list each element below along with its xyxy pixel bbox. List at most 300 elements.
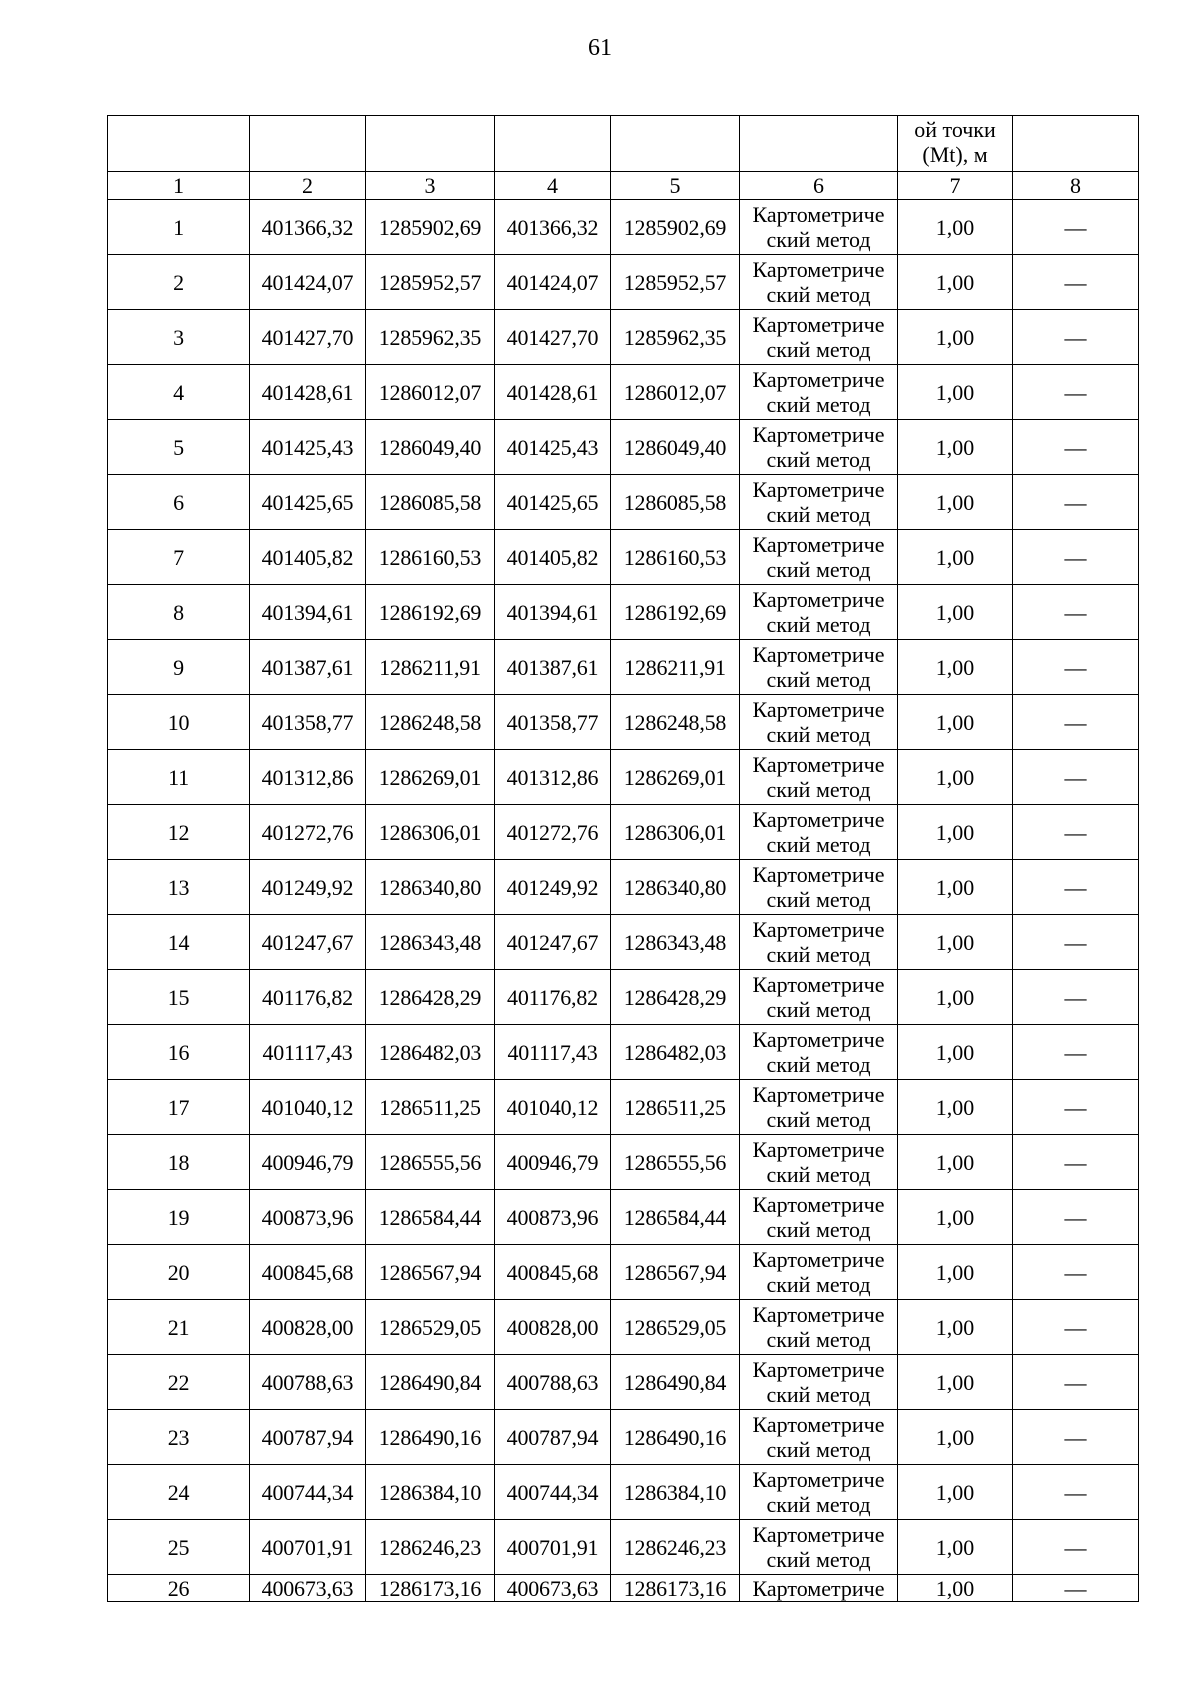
coord-x-new: 400946,79: [495, 1135, 611, 1190]
coord-x-new: 401366,32: [495, 200, 611, 255]
table-row: [108, 1025, 1139, 1080]
coord-x-existing: 401272,76: [250, 805, 366, 860]
coord-y-new: 1286490,16: [611, 1410, 740, 1465]
coord-y-new: 1286173,16: [611, 1575, 740, 1602]
table-row: [108, 1520, 1139, 1575]
method-line-2: ский метод: [766, 447, 871, 472]
note-cell: —: [1013, 365, 1139, 420]
method-line-1: Картометриче: [752, 697, 885, 722]
header-cell-4: [495, 116, 611, 172]
method-line-1: Картометриче: [752, 862, 885, 887]
accuracy-mt: 1,00: [898, 805, 1013, 860]
method-line-2: ский метод: [766, 1272, 871, 1297]
coord-y-existing: 1286384,10: [366, 1465, 495, 1520]
coord-y-existing: 1286269,01: [366, 750, 495, 805]
point-number: 22: [108, 1355, 250, 1410]
coord-x-new: 401040,12: [495, 1080, 611, 1135]
coord-x-new: 401394,61: [495, 585, 611, 640]
accuracy-mt: 1,00: [898, 750, 1013, 805]
accuracy-mt: 1,00: [898, 1135, 1013, 1190]
table-row: [108, 1355, 1139, 1410]
note-cell: —: [1013, 1410, 1139, 1465]
point-number: 26: [108, 1575, 250, 1602]
coord-x-new: 401249,92: [495, 860, 611, 915]
determination-method: [740, 860, 898, 915]
accuracy-mt: 1,00: [898, 970, 1013, 1025]
coord-y-existing: 1285952,57: [366, 255, 495, 310]
method-line-1: Картометриче: [752, 1467, 885, 1492]
header-cell-3: [366, 116, 495, 172]
accuracy-mt: 1,00: [898, 1520, 1013, 1575]
note-cell: —: [1013, 255, 1139, 310]
coord-x-existing: 401117,43: [250, 1025, 366, 1080]
accuracy-mt: 1,00: [898, 1080, 1013, 1135]
determination-method: [740, 805, 898, 860]
determination-method: [740, 695, 898, 750]
coord-x-new: 400701,91: [495, 1520, 611, 1575]
table-row: [108, 475, 1139, 530]
header-cell-7: [898, 116, 1013, 172]
coord-y-new: 1286428,29: [611, 970, 740, 1025]
note-cell: —: [1013, 1190, 1139, 1245]
accuracy-mt: 1,00: [898, 1410, 1013, 1465]
accuracy-mt: 1,00: [898, 365, 1013, 420]
table-row: [108, 695, 1139, 750]
method-line-1: Картометриче: [752, 1522, 885, 1547]
point-number: 18: [108, 1135, 250, 1190]
coord-y-new: 1286529,05: [611, 1300, 740, 1355]
coord-x-existing: 401040,12: [250, 1080, 366, 1135]
coord-y-new: 1286384,10: [611, 1465, 740, 1520]
method-line-2: ский метод: [766, 1492, 871, 1517]
note-cell: —: [1013, 585, 1139, 640]
table-row: [108, 255, 1139, 310]
note-cell: —: [1013, 1575, 1139, 1602]
point-number: 6: [108, 475, 250, 530]
table-row: [108, 915, 1139, 970]
coord-x-existing: 400788,63: [250, 1355, 366, 1410]
table-row: [108, 1190, 1139, 1245]
coord-y-new: 1286511,25: [611, 1080, 740, 1135]
table-row: [108, 750, 1139, 805]
determination-method: [740, 365, 898, 420]
method-line-2: ский метод: [766, 502, 871, 527]
method-line-1: Картометриче: [752, 202, 885, 227]
coord-x-new: 401117,43: [495, 1025, 611, 1080]
table-row: [108, 970, 1139, 1025]
method-line-2: ский метод: [766, 1052, 871, 1077]
coord-x-existing: 400673,63: [250, 1575, 366, 1602]
note-cell: —: [1013, 1025, 1139, 1080]
accuracy-mt: 1,00: [898, 1575, 1013, 1602]
header-cell-1: [108, 116, 250, 172]
coord-x-new: 401424,07: [495, 255, 611, 310]
header-col7-line1: ой точки: [914, 117, 996, 142]
determination-method: [740, 310, 898, 365]
note-cell: —: [1013, 805, 1139, 860]
table-row: [108, 585, 1139, 640]
method-line-2: ский метод: [766, 227, 871, 252]
accuracy-mt: 1,00: [898, 860, 1013, 915]
coord-y-new: 1286246,23: [611, 1520, 740, 1575]
method-line-1: Картометриче: [752, 257, 885, 282]
table-row: [108, 1245, 1139, 1300]
coord-y-new: 1286567,94: [611, 1245, 740, 1300]
coord-y-new: 1286482,03: [611, 1025, 740, 1080]
coord-x-existing: 401312,86: [250, 750, 366, 805]
table-row: [108, 1465, 1139, 1520]
method-line-2: ский метод: [766, 1107, 871, 1132]
method-line-1: Картометриче: [752, 587, 885, 612]
coord-y-new: 1286192,69: [611, 585, 740, 640]
method-line-2: ский метод: [766, 282, 871, 307]
coord-y-new: 1286211,91: [611, 640, 740, 695]
accuracy-mt: 1,00: [898, 310, 1013, 365]
determination-method: [740, 1465, 898, 1520]
determination-method: [740, 970, 898, 1025]
coord-y-existing: 1286482,03: [366, 1025, 495, 1080]
coord-x-existing: 400845,68: [250, 1245, 366, 1300]
table-row: [108, 860, 1139, 915]
method-line-1: Картометриче: [752, 1575, 885, 1601]
coord-y-new: 1286085,58: [611, 475, 740, 530]
coord-y-new: 1286343,48: [611, 915, 740, 970]
note-cell: —: [1013, 915, 1139, 970]
coord-y-new: 1286306,01: [611, 805, 740, 860]
coord-y-new: 1285902,69: [611, 200, 740, 255]
coord-x-existing: 401366,32: [250, 200, 366, 255]
method-line-2: ский метод: [766, 777, 871, 802]
header-cell-6: [740, 116, 898, 172]
determination-method: [740, 1080, 898, 1135]
coord-y-new: 1286340,80: [611, 860, 740, 915]
method-line-1: Картометриче: [752, 1247, 885, 1272]
table-row: [108, 200, 1139, 255]
determination-method: [740, 255, 898, 310]
point-number: 12: [108, 805, 250, 860]
note-cell: —: [1013, 530, 1139, 585]
point-number: 4: [108, 365, 250, 420]
note-cell: —: [1013, 695, 1139, 750]
coord-y-existing: 1286567,94: [366, 1245, 495, 1300]
point-number: 2: [108, 255, 250, 310]
coord-x-existing: 400873,96: [250, 1190, 366, 1245]
method-line-2: ский метод: [766, 1327, 871, 1352]
coord-y-new: 1285952,57: [611, 255, 740, 310]
coord-x-new: 401176,82: [495, 970, 611, 1025]
coord-x-existing: 401427,70: [250, 310, 366, 365]
coord-x-existing: 401425,43: [250, 420, 366, 475]
table-row: [108, 420, 1139, 475]
accuracy-mt: 1,00: [898, 200, 1013, 255]
coord-x-existing: 401176,82: [250, 970, 366, 1025]
header-continuation-row: [108, 116, 1139, 172]
coord-y-new: 1286584,44: [611, 1190, 740, 1245]
determination-method: [740, 1300, 898, 1355]
determination-method: [740, 530, 898, 585]
table-row: [108, 1135, 1139, 1190]
coord-y-existing: 1286049,40: [366, 420, 495, 475]
coord-y-new: 1286160,53: [611, 530, 740, 585]
method-line-1: Картометриче: [752, 312, 885, 337]
point-number: 5: [108, 420, 250, 475]
method-line-2: ский метод: [766, 1217, 871, 1242]
coord-y-existing: 1286511,25: [366, 1080, 495, 1135]
accuracy-mt: 1,00: [898, 585, 1013, 640]
note-cell: —: [1013, 475, 1139, 530]
method-line-2: ский метод: [766, 337, 871, 362]
coord-x-new: 401425,43: [495, 420, 611, 475]
determination-method: [740, 1520, 898, 1575]
table-row: [108, 1575, 1139, 1602]
method-line-2: ский метод: [766, 1547, 871, 1572]
point-number: 15: [108, 970, 250, 1025]
coord-y-new: 1286012,07: [611, 365, 740, 420]
note-cell: —: [1013, 1520, 1139, 1575]
coord-y-existing: 1286012,07: [366, 365, 495, 420]
accuracy-mt: 1,00: [898, 420, 1013, 475]
point-number: 14: [108, 915, 250, 970]
method-line-1: Картометриче: [752, 972, 885, 997]
method-line-2: ский метод: [766, 1382, 871, 1407]
coord-y-existing: 1286246,23: [366, 1520, 495, 1575]
coord-y-new: 1286049,40: [611, 420, 740, 475]
column-number: 7: [898, 172, 1013, 200]
coord-x-existing: 401405,82: [250, 530, 366, 585]
note-cell: —: [1013, 200, 1139, 255]
header-cell-5: [611, 116, 740, 172]
determination-method: [740, 200, 898, 255]
accuracy-mt: 1,00: [898, 640, 1013, 695]
coord-y-existing: 1285902,69: [366, 200, 495, 255]
coord-y-existing: 1286211,91: [366, 640, 495, 695]
point-number: 10: [108, 695, 250, 750]
point-number: 11: [108, 750, 250, 805]
coord-y-existing: 1286584,44: [366, 1190, 495, 1245]
determination-method: [740, 1245, 898, 1300]
coord-x-existing: 400744,34: [250, 1465, 366, 1520]
point-number: 13: [108, 860, 250, 915]
column-number: 5: [611, 172, 740, 200]
method-line-1: Картометриче: [752, 477, 885, 502]
note-cell: —: [1013, 1465, 1139, 1520]
method-line-2: ский метод: [766, 667, 871, 692]
column-number: 6: [740, 172, 898, 200]
accuracy-mt: 1,00: [898, 530, 1013, 585]
accuracy-mt: 1,00: [898, 915, 1013, 970]
point-number: 7: [108, 530, 250, 585]
method-line-1: Картометриче: [752, 367, 885, 392]
column-number-row: [108, 172, 1139, 200]
method-line-1: Картометриче: [752, 1082, 885, 1107]
accuracy-mt: 1,00: [898, 475, 1013, 530]
method-line-1: Картометриче: [752, 807, 885, 832]
coord-x-existing: 400787,94: [250, 1410, 366, 1465]
note-cell: —: [1013, 860, 1139, 915]
note-cell: —: [1013, 1300, 1139, 1355]
method-line-2: ский метод: [766, 997, 871, 1022]
coord-y-existing: 1286490,16: [366, 1410, 495, 1465]
coord-x-existing: 401387,61: [250, 640, 366, 695]
determination-method: [740, 585, 898, 640]
note-cell: —: [1013, 420, 1139, 475]
note-cell: —: [1013, 310, 1139, 365]
determination-method: [740, 420, 898, 475]
coord-y-existing: 1286192,69: [366, 585, 495, 640]
point-number: 1: [108, 200, 250, 255]
coord-x-new: 400673,63: [495, 1575, 611, 1602]
column-number: 8: [1013, 172, 1139, 200]
coord-y-existing: 1286248,58: [366, 695, 495, 750]
coord-x-existing: 400828,00: [250, 1300, 366, 1355]
determination-method: [740, 1575, 898, 1602]
coord-x-existing: 401424,07: [250, 255, 366, 310]
accuracy-mt: 1,00: [898, 1025, 1013, 1080]
method-line-1: Картометриче: [752, 917, 885, 942]
coord-x-new: 400845,68: [495, 1245, 611, 1300]
coord-y-existing: 1286340,80: [366, 860, 495, 915]
coord-x-existing: 401394,61: [250, 585, 366, 640]
coordinates-table: [107, 115, 1139, 1602]
note-cell: —: [1013, 750, 1139, 805]
method-line-1: Картометриче: [752, 1137, 885, 1162]
coord-x-new: 401312,86: [495, 750, 611, 805]
method-line-1: Картометриче: [752, 1412, 885, 1437]
method-line-2: ский метод: [766, 942, 871, 967]
coord-y-existing: 1286343,48: [366, 915, 495, 970]
method-line-1: Картометриче: [752, 752, 885, 777]
coord-x-new: 401405,82: [495, 530, 611, 585]
note-cell: —: [1013, 1245, 1139, 1300]
accuracy-mt: 1,00: [898, 1190, 1013, 1245]
accuracy-mt: 1,00: [898, 1245, 1013, 1300]
method-line-2: ский метод: [766, 832, 871, 857]
table-row: [108, 1300, 1139, 1355]
determination-method: [740, 1190, 898, 1245]
header-cell-8: [1013, 116, 1139, 172]
coord-y-existing: 1286490,84: [366, 1355, 495, 1410]
column-number: 2: [250, 172, 366, 200]
table-row: [108, 1410, 1139, 1465]
coord-x-new: 401387,61: [495, 640, 611, 695]
determination-method: [740, 1025, 898, 1080]
table-row: [108, 805, 1139, 860]
coord-y-existing: 1286555,56: [366, 1135, 495, 1190]
coord-x-existing: 401358,77: [250, 695, 366, 750]
note-cell: —: [1013, 1135, 1139, 1190]
table-row: [108, 1080, 1139, 1135]
table-row: [108, 310, 1139, 365]
coord-y-existing: 1285962,35: [366, 310, 495, 365]
determination-method: [740, 915, 898, 970]
coord-y-existing: 1286160,53: [366, 530, 495, 585]
method-line-2: ский метод: [766, 1162, 871, 1187]
table-row: [108, 640, 1139, 695]
coord-x-new: 400744,34: [495, 1465, 611, 1520]
coord-x-new: 400828,00: [495, 1300, 611, 1355]
coord-x-existing: 401247,67: [250, 915, 366, 970]
coord-y-new: 1286555,56: [611, 1135, 740, 1190]
coord-y-new: 1286269,01: [611, 750, 740, 805]
point-number: 23: [108, 1410, 250, 1465]
determination-method: [740, 750, 898, 805]
column-number: 4: [495, 172, 611, 200]
method-line-1: Картометриче: [752, 1357, 885, 1382]
method-line-2: ский метод: [766, 1437, 871, 1462]
accuracy-mt: 1,00: [898, 255, 1013, 310]
column-number: 3: [366, 172, 495, 200]
determination-method: [740, 1410, 898, 1465]
point-number: 9: [108, 640, 250, 695]
determination-method: [740, 640, 898, 695]
coord-x-existing: 401249,92: [250, 860, 366, 915]
coord-x-existing: 400701,91: [250, 1520, 366, 1575]
coord-y-existing: 1286085,58: [366, 475, 495, 530]
determination-method: [740, 1135, 898, 1190]
accuracy-mt: 1,00: [898, 1300, 1013, 1355]
method-line-2: ский метод: [766, 557, 871, 582]
method-line-1: Картометриче: [752, 532, 885, 557]
point-number: 3: [108, 310, 250, 365]
coord-x-new: 401247,67: [495, 915, 611, 970]
header-cell-2: [250, 116, 366, 172]
determination-method: [740, 1355, 898, 1410]
coord-y-new: 1286490,84: [611, 1355, 740, 1410]
table-row: [108, 365, 1139, 420]
note-cell: —: [1013, 1355, 1139, 1410]
coord-x-new: 401272,76: [495, 805, 611, 860]
accuracy-mt: 1,00: [898, 695, 1013, 750]
method-line-2: ский метод: [766, 612, 871, 637]
point-number: 16: [108, 1025, 250, 1080]
point-number: 24: [108, 1465, 250, 1520]
point-number: 21: [108, 1300, 250, 1355]
point-number: 20: [108, 1245, 250, 1300]
method-line-2: ский метод: [766, 887, 871, 912]
method-line-1: Картометриче: [752, 1302, 885, 1327]
coord-y-existing: 1286428,29: [366, 970, 495, 1025]
coord-x-new: 401427,70: [495, 310, 611, 365]
coord-x-new: 401425,65: [495, 475, 611, 530]
method-line-1: Картометриче: [752, 1027, 885, 1052]
column-number: 1: [108, 172, 250, 200]
coord-x-new: 400788,63: [495, 1355, 611, 1410]
determination-method: [740, 475, 898, 530]
point-number: 25: [108, 1520, 250, 1575]
accuracy-mt: 1,00: [898, 1355, 1013, 1410]
coord-x-new: 401358,77: [495, 695, 611, 750]
point-number: 19: [108, 1190, 250, 1245]
coord-y-new: 1286248,58: [611, 695, 740, 750]
method-line-2: ский метод: [766, 392, 871, 417]
method-line-1: Картометриче: [752, 422, 885, 447]
coord-y-existing: 1286173,16: [366, 1575, 495, 1602]
note-cell: —: [1013, 1080, 1139, 1135]
method-line-1: Картометриче: [752, 1192, 885, 1217]
note-cell: —: [1013, 640, 1139, 695]
point-number: 8: [108, 585, 250, 640]
coord-y-existing: 1286306,01: [366, 805, 495, 860]
accuracy-mt: 1,00: [898, 1465, 1013, 1520]
page-number: 61: [588, 35, 612, 61]
table-row: [108, 530, 1139, 585]
coord-y-existing: 1286529,05: [366, 1300, 495, 1355]
method-line-2: ский метод: [766, 722, 871, 747]
coord-x-existing: 401428,61: [250, 365, 366, 420]
coord-y-new: 1285962,35: [611, 310, 740, 365]
note-cell: —: [1013, 970, 1139, 1025]
header-col7-line2: (Mt), м: [922, 142, 988, 167]
